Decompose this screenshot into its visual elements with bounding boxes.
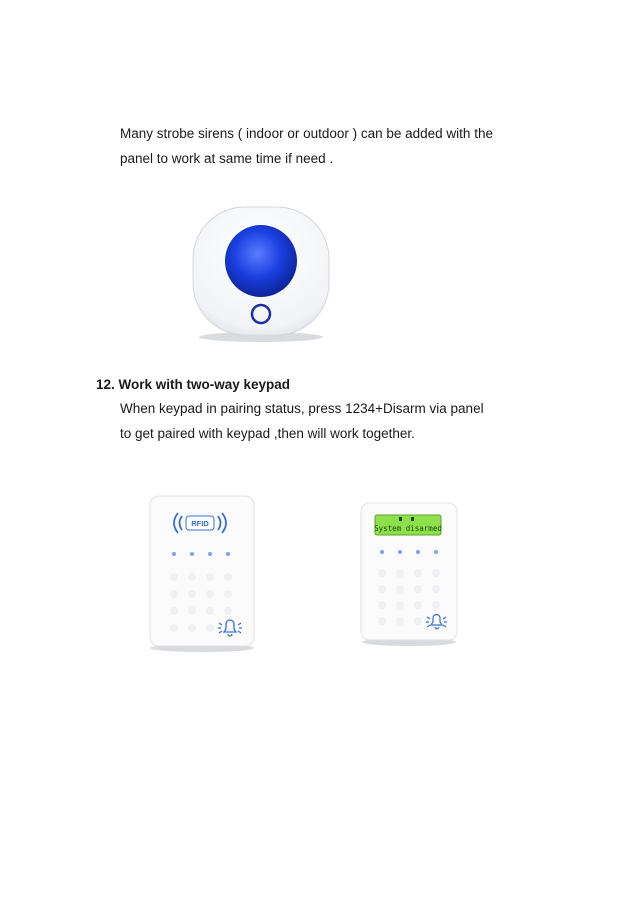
intro-line-1: Many strobe sirens ( indoor or outdoor ) can be added with the	[120, 126, 493, 141]
rfid-keypad-image	[146, 493, 258, 653]
section-12-heading: 12. Work with two-way keypad	[96, 377, 291, 392]
intro-line-2: panel to work at same time if need .	[120, 151, 334, 166]
rfid-label: RFID	[191, 519, 209, 528]
lcd-status-text: System disarmed	[374, 524, 442, 533]
strobe-dome	[225, 225, 297, 297]
section-12-line-1: When keypad in pairing status, press 1234+Disarm via panel	[120, 401, 484, 416]
strobe-siren-image	[186, 203, 336, 343]
intro-paragraph	[120, 121, 493, 171]
section-12-line-2: to get paired with keypad ,then will work together.	[120, 426, 415, 441]
section-12-paragraph	[120, 396, 484, 446]
lcd-keypad-image	[358, 501, 460, 647]
